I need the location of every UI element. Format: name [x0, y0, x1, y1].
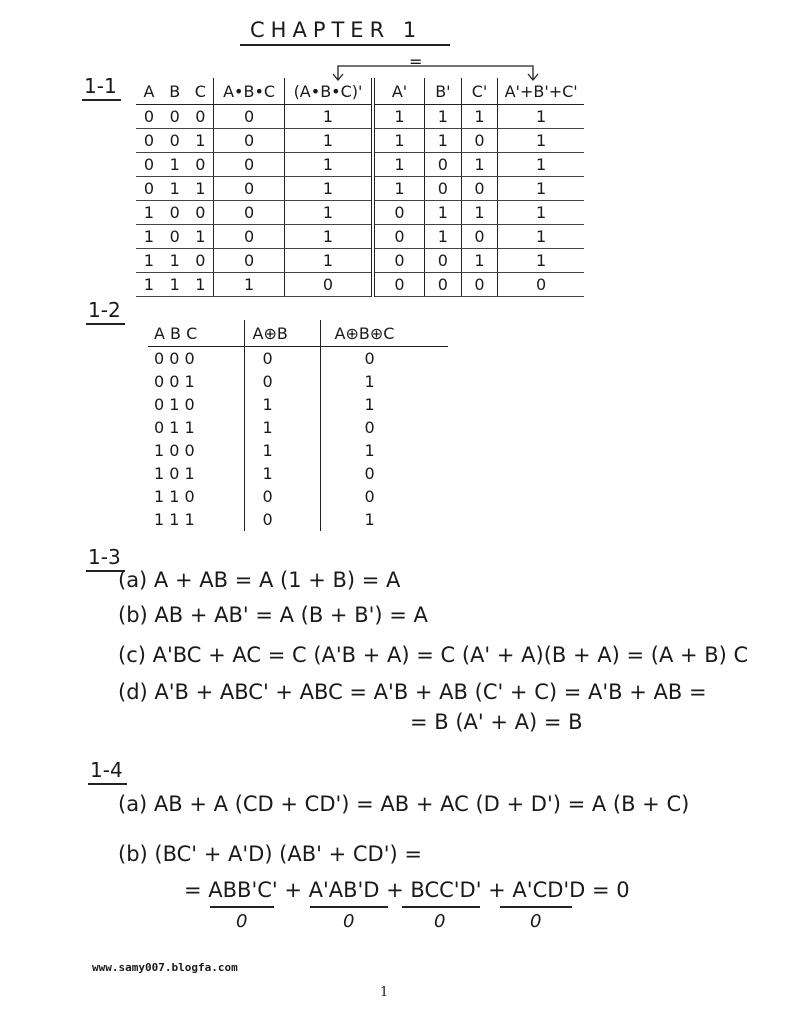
table-cell: 1 [188, 177, 214, 201]
table-cell: 0 [285, 273, 373, 297]
table-row [136, 273, 584, 297]
table-row [148, 439, 448, 462]
table-cell: 1 [461, 153, 498, 177]
equation-1-4-b-cont: = ABB'C' + A'AB'D + BCC'D' + A'CD'D = 0 [184, 878, 630, 902]
zero-mark: 0 [434, 911, 446, 932]
table-cell: 1 [373, 177, 425, 201]
header-cell: C' [461, 78, 498, 105]
table-cell: 1 [244, 416, 320, 439]
table-cell: 1 [498, 249, 584, 273]
table-cell: 0 [136, 153, 162, 177]
header-cell: A B C [148, 320, 244, 347]
table-row [136, 249, 584, 273]
table-row [148, 393, 448, 416]
header-cell: A⊕B⊕C [320, 320, 448, 347]
table-row [136, 153, 584, 177]
table-cell: 1 [162, 177, 188, 201]
table-cell: 0 [162, 105, 188, 129]
table-cell: 1 [498, 225, 584, 249]
table-cell: 0 [425, 177, 462, 201]
table-cell: 1 [498, 177, 584, 201]
table-cell: 1 [162, 249, 188, 273]
table-cell: 0 [461, 177, 498, 201]
header-cell: A [136, 78, 162, 105]
header-cell: (A•B•C)' [285, 78, 373, 105]
equation-1-4-b: (b) (BC' + A'D) (AB' + CD') = [118, 842, 422, 866]
table-header-row [148, 320, 448, 347]
table-cell: 0 [244, 485, 320, 508]
table-row [136, 225, 584, 249]
table-cell: 0 [425, 249, 462, 273]
table-cell: 0 [188, 201, 214, 225]
table-cell: 0 [425, 153, 462, 177]
table-cell: 1 [498, 201, 584, 225]
table-cell: 1 [498, 129, 584, 153]
table-cell: 1 [425, 225, 462, 249]
underbrace [402, 906, 480, 908]
equation-1-4-a: (a) AB + A (CD + CD') = AB + AC (D + D') = A (B + C) [118, 792, 690, 816]
table-cell: 0 [214, 153, 285, 177]
table-cell: 1 [244, 439, 320, 462]
table-row [148, 370, 448, 393]
table-cell: 0 [188, 249, 214, 273]
table-cell: 0 [214, 105, 285, 129]
table-row [148, 508, 448, 531]
table-row [148, 416, 448, 439]
section-label-1-2 [88, 298, 121, 322]
zero-mark: 0 [530, 911, 542, 932]
header-cell: B [162, 78, 188, 105]
section-label-text: 1-1 [84, 74, 117, 98]
table-cell: 0 [320, 347, 448, 371]
table-cell: 0 [244, 508, 320, 531]
table-cell: 1 1 0 [154, 487, 195, 506]
table-cell: 0 [244, 370, 320, 393]
table-cell: 0 [214, 225, 285, 249]
table-cell: 0 [373, 201, 425, 225]
table-cell: 0 [136, 177, 162, 201]
table-cell: 0 1 0 [154, 395, 195, 414]
equation-1-3-a: (a) A + AB = A (1 + B) = A [118, 568, 401, 592]
table-cell: 1 [244, 462, 320, 485]
table-cell: 1 [461, 249, 498, 273]
table-cell: 1 [162, 273, 188, 297]
table-row [148, 347, 448, 371]
table-cell: 1 [188, 225, 214, 249]
zero-mark: 0 [343, 911, 355, 932]
footer-url: www.samy007.blogfa.com [92, 961, 238, 974]
table-row [136, 201, 584, 225]
table-cell: 0 [136, 105, 162, 129]
header-cell: A' [373, 78, 425, 105]
table-cell: 0 0 1 [154, 372, 195, 391]
section-label-text: 1-2 [88, 298, 121, 322]
table-cell: 0 [461, 225, 498, 249]
underbrace [310, 906, 388, 908]
header-cell: C [188, 78, 214, 105]
table-cell: 1 [320, 439, 448, 462]
table-cell: 0 [244, 347, 320, 371]
section-label-text: 1-4 [90, 758, 123, 782]
table-cell: 1 [285, 177, 373, 201]
table-cell: 0 [320, 485, 448, 508]
table-cell: 1 1 1 [154, 510, 195, 529]
table-cell: 1 0 0 [154, 441, 195, 460]
table-cell: 0 [461, 129, 498, 153]
table-cell: 1 [285, 201, 373, 225]
table-cell: 1 [320, 508, 448, 531]
table-cell: 0 [162, 129, 188, 153]
table-row [148, 462, 448, 485]
truth-table-1-2 [148, 320, 448, 531]
table-cell: 0 [188, 105, 214, 129]
table-cell: 1 [461, 201, 498, 225]
table-cell: 1 [136, 225, 162, 249]
table-cell: 1 [188, 273, 214, 297]
table-cell: 0 [188, 153, 214, 177]
table-cell: 1 [373, 105, 425, 129]
table-cell: 1 [162, 153, 188, 177]
equation-1-3-d-cont: = B (A' + A) = B [410, 710, 583, 734]
table-cell: 1 [188, 129, 214, 153]
header-cell: A•B•C [214, 78, 285, 105]
equation-1-3-c: (c) A'BC + AC = C (A'B + A) = C (A' + A)(B + A) = (A + B) C [118, 643, 749, 667]
table-cell: 1 [214, 273, 285, 297]
chapter-title: CHAPTER 1 [250, 18, 423, 42]
table-cell: 0 [136, 129, 162, 153]
table-row [136, 177, 584, 201]
table-cell: 0 [320, 462, 448, 485]
table-cell: 1 [425, 201, 462, 225]
table-cell: 1 [320, 370, 448, 393]
table-cell: 1 [285, 249, 373, 273]
section-label-1-3 [88, 545, 121, 569]
table-cell: 1 [425, 129, 462, 153]
table-cell: 0 [461, 273, 498, 297]
page-number: 1 [380, 985, 389, 1000]
equals-mark: = [409, 52, 423, 71]
table-cell: 0 [373, 225, 425, 249]
table-cell: 1 [285, 225, 373, 249]
table-cell: 1 [285, 129, 373, 153]
table-cell: 0 [373, 249, 425, 273]
table-cell: 0 [498, 273, 584, 297]
table-cell: 0 0 0 [154, 349, 195, 368]
table-cell: 1 [498, 105, 584, 129]
table-row [136, 129, 584, 153]
table-cell: 0 1 1 [154, 418, 195, 437]
table-cell: 0 [162, 201, 188, 225]
table-cell: 0 [214, 201, 285, 225]
table-cell: 0 [214, 249, 285, 273]
table-cell: 1 [373, 153, 425, 177]
table-cell: 1 [136, 249, 162, 273]
table-cell: 0 [373, 273, 425, 297]
table-cell: 0 [214, 177, 285, 201]
table-cell: 1 [373, 129, 425, 153]
underbrace [500, 906, 572, 908]
header-cell: B' [425, 78, 462, 105]
table-cell: 1 0 1 [154, 464, 195, 483]
equation-1-3-b: (b) AB + AB' = A (B + B') = A [118, 603, 428, 627]
table-cell: 0 [425, 273, 462, 297]
table-cell: 0 [214, 129, 285, 153]
table-row [136, 105, 584, 129]
table-cell: 1 [285, 105, 373, 129]
table-row [148, 485, 448, 508]
table-cell: 1 [320, 393, 448, 416]
table-cell: 1 [136, 201, 162, 225]
underbrace [210, 906, 274, 908]
table-cell: 1 [244, 393, 320, 416]
header-cell: A⊕B [244, 320, 320, 347]
section-label-1-4 [90, 758, 123, 782]
table-cell: 1 [425, 105, 462, 129]
table-cell: 1 [285, 153, 373, 177]
equation-1-3-d: (d) A'B + ABC' + ABC = A'B + AB (C' + C) = A'B + AB = [118, 680, 707, 704]
table-cell: 0 [320, 416, 448, 439]
table-cell: 1 [461, 105, 498, 129]
section-label-text: 1-3 [88, 545, 121, 569]
header-cell: A'+B'+C' [498, 78, 584, 105]
table-cell: 0 [162, 225, 188, 249]
table-header-row [136, 78, 584, 105]
table-cell: 1 [498, 153, 584, 177]
zero-mark: 0 [236, 911, 248, 932]
truth-table-1-1 [136, 78, 584, 297]
table-cell: 1 [136, 273, 162, 297]
